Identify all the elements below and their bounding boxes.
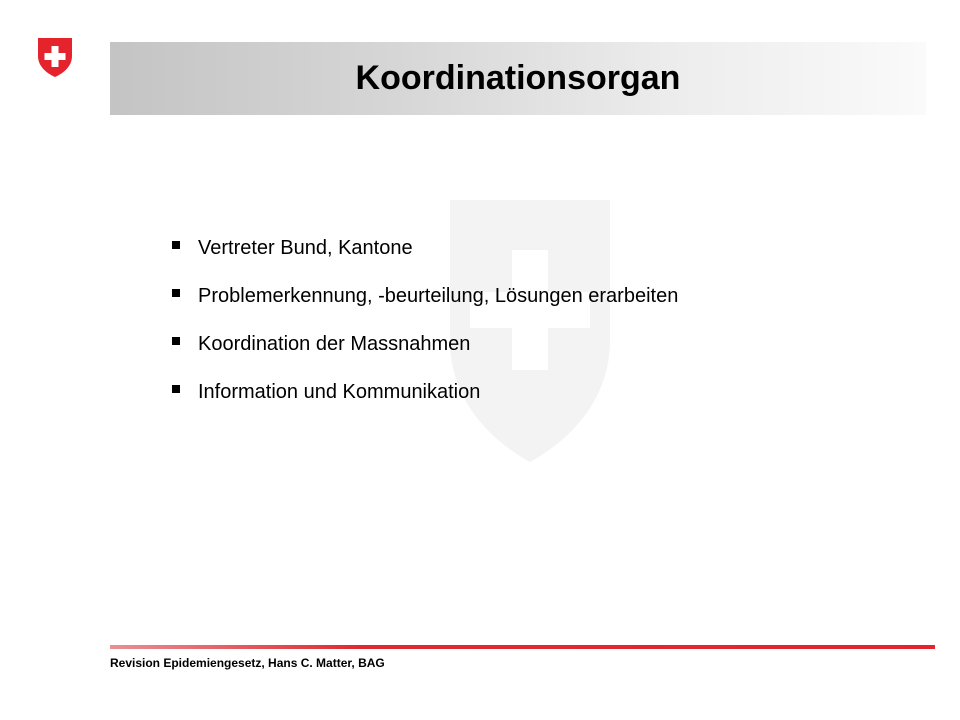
bullet-text: Vertreter Bund, Kantone [198, 237, 413, 259]
square-bullet-icon [172, 289, 180, 297]
bullet-text: Koordination der Massnahmen [198, 333, 471, 355]
footer-text: Revision Epidemiengesetz, Hans C. Matter, BAG [110, 656, 385, 670]
square-bullet-icon [172, 337, 180, 345]
title-bar [110, 42, 926, 115]
bullet-item [170, 372, 678, 420]
footer-divider [110, 645, 935, 649]
bullet-item [170, 324, 678, 372]
bullet-list [170, 228, 678, 420]
bullet-text: Information und Kommunikation [198, 381, 481, 403]
bullet-item [170, 228, 678, 276]
swiss-coat-of-arms-icon [36, 36, 74, 78]
square-bullet-icon [172, 241, 180, 249]
bullet-text: Problemerkennung, -beurteilung, Lösungen erarbeiten [198, 285, 679, 307]
slide-title: Koordinationsorgan [355, 59, 681, 97]
bullet-item [170, 276, 678, 324]
square-bullet-icon [172, 385, 180, 393]
